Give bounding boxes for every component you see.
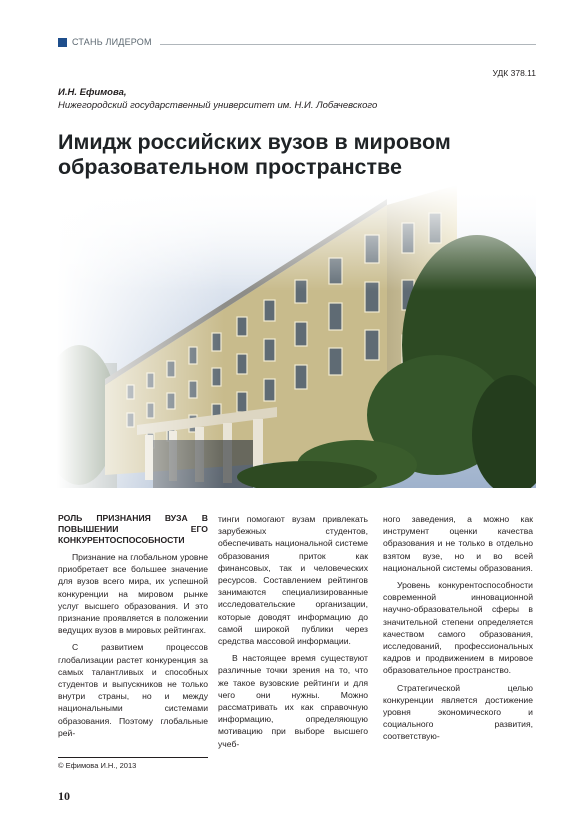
page-number: 10 (58, 789, 70, 803)
author: И.Н. Ефимова, (58, 87, 127, 98)
text-column-1 (58, 513, 208, 739)
text-column-2 (218, 513, 368, 750)
paragraph: Уровень конкурентоспособности современной инновационной научно-образовательной сферы в значительной степени определяется качеством самого образования, исследований, профессиональных кадров и продвижением в мировое образовательное пространство. (383, 580, 533, 676)
running-header (58, 38, 536, 50)
paragraph: Признание на глобальном уровне приобретает все большее значение для вузов всего мира, их успешной конкуренции на мировом рынке услуг высшего образования. И это признание проявляется в положении ведущих вузов в мировых рейтингах. (58, 552, 208, 636)
paragraph: Стратегической целью конкуренции является достижение уровня экономического и социального развития, соответствую- (383, 682, 533, 742)
udk-code: УДК 378.11 (492, 68, 536, 78)
article-title: Имидж российских вузов в мировом образовательном пространстве (58, 130, 451, 179)
building-photo (57, 185, 536, 488)
paragraph: ного заведения, а можно как инструмент оценки качества образования и не только в отдельно взятом вузе, но и во всей национальной системы образования. (383, 514, 533, 573)
paragraph: тинги помогают вузам привлекать зарубежных студентов, обеспечивать национальной системе образования приток как финансовых, так и человеческих ресурсов. Составлением рейтингов занимаются специализированные исследовательские организации, которые доводят информацию до самой широкой публики через средства массовой информации. (218, 514, 368, 647)
section-marker-icon (58, 38, 67, 47)
footnote-rule (58, 757, 208, 758)
copyright-footnote: © Ефимова И.Н., 2013 (58, 761, 137, 770)
paragraph: С развитием процессов глобализации растет конкуренция за самых талантливых и способных студентов и выпускников не только внутри страны, но и между национальными системами образования. Поэтому глобальные рей- (58, 642, 208, 738)
paragraph: В настоящее время существуют различные точки зрения на то, что же такое вузовские рейтинги и для чего они нужны. Можно рассматривать их как справочную информацию, определяющую мотивацию при выборе высшего учеб- (218, 653, 368, 749)
section-heading: РОЛЬ ПРИЗНАНИЯ ВУЗА В ПОВЫШЕНИИ ЕГО КОНКУРЕНТОСПОСОБНОСТИ (58, 513, 208, 545)
affiliation: Нижегородский государственный университет им. Н.И. Лобачевского (58, 100, 378, 111)
header-rule (160, 44, 536, 45)
text-column-3 (383, 513, 533, 743)
section-label: СТАНЬ ЛИДЕРОМ (72, 37, 152, 47)
